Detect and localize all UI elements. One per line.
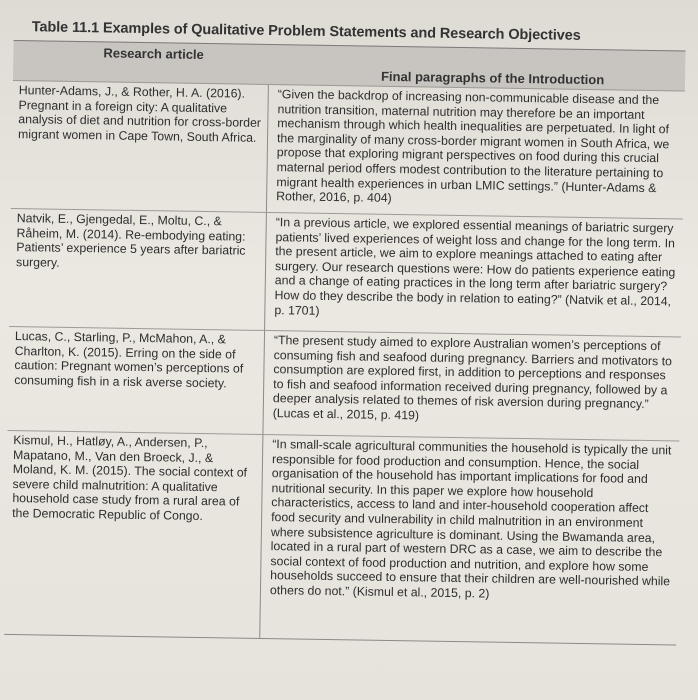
research-article-cell: Hunter-Adams, J., & Rother, H. A. (2016). Pregnant in a foreign city: A qualitative analysis of diet and nutrition for cross-border migrant women in Cape Town, South Africa. — [18, 83, 262, 145]
research-article-cell: Natvik, E., Gjengedal, E., Moltu, C., & Råheim, M. (2014). Re-embodying eating: Patients’ experience 5 years after bariatric surgery. — [15, 211, 246, 270]
introduction-paragraph-cell: “In small-scale agricultural communities the household is typically the unit responsible for food production and consumption. Hence, the social organisation of the household has important implications for food and nutritional security. In this paper we explore how household characteristics, access to land and inter-household cooperation affect food security and vulnerability in child malnutrition in an environment where subsistence agriculture is dominant. Using the Bwamanda area, located in a rural part of western DRC as a case, we aim to describe the social context of food production and nutrition, and explore how some households succeed to ensure that their children are well-nourished while others do not.” (Kismul et al., 2015, p. 2) — [269, 437, 672, 601]
column-header-final-paragraphs: Final paragraphs of the Introduction — [380, 68, 605, 88]
introduction-paragraph-cell: “Given the backdrop of increasing non-communicable disease and the nutrition transition, maternal nutrition may therefore be an important mechanism through which health inequalities are perpetuated. In light of the marginality of many cross-border migrant women in South Africa, we propose that exploring migrant perspectives on food during this crucial maternal period offers modest contribution to the literature pertaining to migrant health experiences in urban LMIC settings.” (Hunter-Adams & Rother, 2016, p. 404) — [276, 87, 670, 206]
table-row — [9, 208, 683, 338]
column-header-research-article: Research article — [103, 45, 204, 62]
research-article-cell: Lucas, C., Starling, P., McMahon, A., & Charlton, K. (2015). Erring on the side of caution: Pregnant women’s perceptions of consuming fish in a risk averse society. — [14, 329, 244, 391]
table-row — [7, 326, 681, 442]
introduction-paragraph-cell: “In a previous article, we explored essential meanings of bariatric surgery patients’ lived experiences of weight loss and change for the long term. In the present article, we aim to explore meanings attached to eating after surgery. Our research questions were: How do patients experience eating and a change of eating practices in the long term after bariatric surgery? How do they describe the body in relation to eating?” (Natvik et al., 2014, p. 1701) — [274, 215, 676, 318]
research-article-cell: Kismul, H., Hatløy, A., Andersen, P., Mapatano, M., Van den Broeck, J., & Moland, K. M. (2015). The social context of severe child malnutrition: A qualitative household case study from a rural area of the Democratic Republic of Congo. — [12, 433, 248, 523]
table-row — [4, 430, 679, 646]
table-body — [4, 80, 685, 644]
table-row — [11, 80, 685, 220]
introduction-paragraph-cell: “The present study aimed to explore Australian women’s perceptions of consuming fish and seafood during pregnancy. Barriers and motivators to consumption are explored first, in addition to perceptions and responses to fish and seafood information received during pregnancy, followed by a deeper analysis related to themes of risk aversion during pregnancy.” (Lucas et al., 2015, p. 419) — [272, 333, 673, 423]
table-caption: Table 11.1 Examples of Qualitative Problem Statements and Research Objectives — [31, 19, 581, 44]
qualitative-examples-table — [4, 14, 686, 644]
